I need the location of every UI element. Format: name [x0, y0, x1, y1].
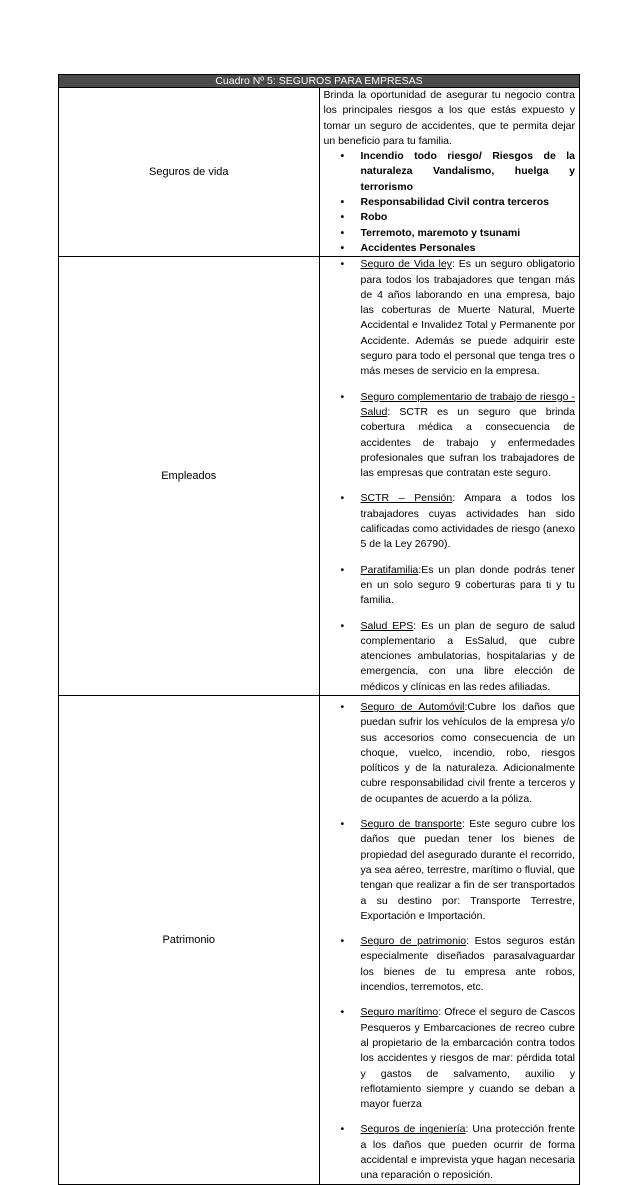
item-title-link: Seguro de Vida ley: [360, 258, 452, 271]
item-text: : Una protección frente a los daños que pueden ocurrir de forma accidental e imprevista yque hagan necesaria una reparación o reposición.: [360, 1123, 575, 1182]
list-item: [324, 390, 576, 482]
list-item: • Incendio todo riesgo/ Riesgos de la naturaleza Vandalismo, huelga y terrorismo: [324, 149, 576, 195]
item-title-link: Seguros de ingeniería: [360, 1123, 466, 1136]
list-item: [324, 563, 576, 609]
item-text: : Ofrece el seguro de Cascos Pesqueros y Embarcaciones de recreo cubre al propietario de la embarcación contra todos los accidentes y riesgos de mar: pérdida total y gastos de salvamento, auxilio y reflotamiento siempre y cuando se deban a mayor fuerza: [360, 1006, 575, 1111]
list-item: [324, 1122, 576, 1183]
item-text: : Es un plan de seguro de salud complementario a EsSalud, que cubre atenciones ambulatorias, hospitalarias y de emergencia, con una libre elección de médicos y clínicas en las redes afiliadas.: [360, 619, 575, 693]
table-header-row: [59, 75, 580, 88]
bullet-list: [324, 257, 576, 695]
list-item: [324, 257, 576, 379]
item-title-link: Salud EPS: [360, 619, 414, 632]
row-content-empleados: [319, 257, 580, 696]
item-text: : Es un seguro obligatorio para todos los trabajadores que tengan más de 4 años laborando en una empresa, bajo las coberturas de Muerte Natural, Muerte Accidental e Invalidez Total y Permanente por Accidente. Además se puede adquirir este seguro para todo el personal que tenga tres o más meses de servicio en la empresa.: [360, 258, 575, 378]
list-item: [324, 1005, 576, 1112]
list-item: [324, 817, 576, 924]
row-content-seguros-de-vida: [319, 88, 580, 257]
row-label-patrimonio: Patrimonio: [59, 695, 320, 1184]
item-title-link: Seguro de patrimonio: [360, 935, 467, 948]
item-text: :Es un plan donde podrás tener en un solo seguro 9 coberturas para ti y tu familia.: [360, 563, 575, 607]
table-row: [59, 695, 580, 1184]
list-item: [324, 700, 576, 807]
item-title-link: Seguro marítimo: [360, 1006, 439, 1019]
bullet-list: [324, 149, 576, 256]
item-title-link: Seguro complementario de trabajo de riesgo - Salud: [360, 390, 575, 418]
list-item: • Terremoto, maremoto y tsunami: [324, 226, 576, 241]
table-row: [59, 88, 580, 257]
intro-paragraph: Brinda la oportunidad de asegurar tu negocio contra los principales riesgos a los que estás expuesto y tomar un seguro de accidentes, que te permita dejar un beneficio para tu familia.: [323, 89, 575, 147]
list-item: • Robo: [324, 210, 576, 225]
list-item: [324, 934, 576, 995]
list-item: • Responsabilidad Civil contra terceros: [324, 195, 576, 210]
item-text: : SCTR es un seguro que brinda cobertura médica a consecuencia de accidentes de trabajo y enfermedades profesionales que sufran los trabajadores de las empresas que contratan este seguro.: [360, 405, 575, 480]
list-item: • Accidentes Personales: [324, 241, 576, 256]
list-item: [324, 491, 576, 552]
table-title: Cuadro Nº 5: SEGUROS PARA EMPRESAS: [59, 75, 580, 88]
item-title-link: Seguro de transporte: [360, 818, 462, 831]
item-title-link: Paratifamilia: [360, 563, 419, 576]
bullet-list: [324, 700, 576, 1184]
insurance-table: [58, 74, 580, 1185]
item-text: : Ampara a todos los trabajadores cuyas actividades han sido calificadas como actividades de riesgo (anexo 5 de la Ley 26790).: [360, 492, 575, 551]
item-text: :Cubre los daños que puedan sufrir los vehículos de la empresa y/o sus accesorios como consecuencia de un choque, vuelco, incendio, robo, riesgos políticos y de la naturaleza. Adicionalmente cubre responsabilidad civil frente a terceros y de ocupantes de acuerdo a la póliza.: [360, 700, 575, 805]
item-text: : Estos seguros están especialmente diseñados parasalvaguardar los bienes de tu empresa ante robos, incendios, terremotos, etc.: [360, 935, 575, 994]
row-label-seguros-de-vida: Seguros de vida: [59, 88, 320, 257]
item-title-link: SCTR – Pensión: [360, 492, 453, 505]
row-content-patrimonio: [319, 695, 580, 1184]
list-item: [324, 619, 576, 695]
table-row: [59, 257, 580, 696]
item-text: : Este seguro cubre los daños que puedan tener los bienes de propiedad del asegurado durante el recorrido, ya sea aéreo, terrestre, marítimo o fluvial, que tengan que realizar a fin de ser transportados a su destino por: Transporte Terrestre, Exportación e Importación.: [360, 818, 575, 922]
row-label-empleados: Empleados: [59, 257, 320, 696]
item-title-link: Seguro de Automóvil: [360, 700, 465, 713]
